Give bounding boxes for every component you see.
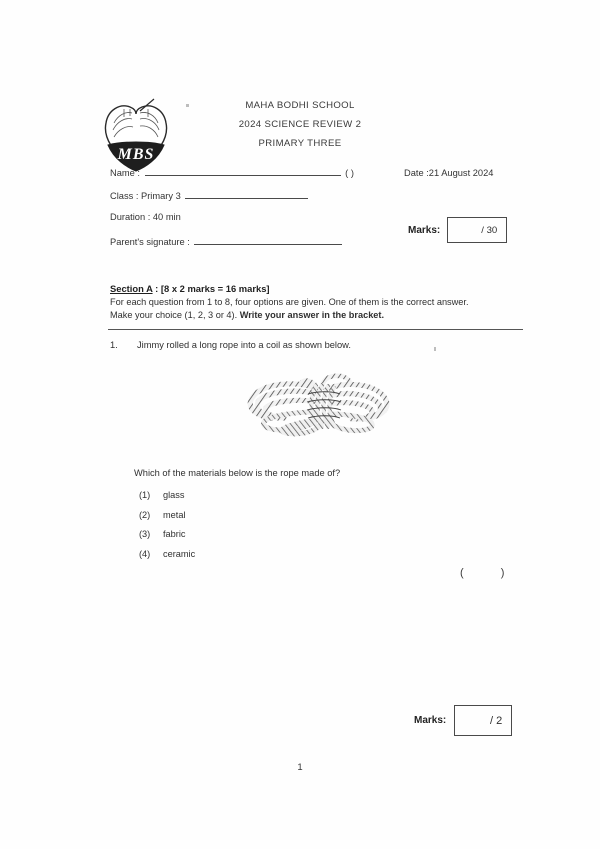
instruction-bold: Write your answer in the bracket. [239,309,385,320]
paper-title: 2024 SCIENCE REVIEW 2 [238,119,362,130]
option-row[interactable] [139,490,379,510]
scan-speck [434,347,436,351]
scan-speck [186,104,189,107]
option-row[interactable] [139,529,379,549]
name-bracket[interactable]: ( ) [345,168,354,178]
answer-bracket[interactable]: ( ) [460,567,522,579]
name-label: Name : [110,168,140,178]
total-marks-label: Marks: [408,224,441,236]
section-a-title-rest: : [8 x 2 marks = 16 marks] [152,283,270,294]
exam-date: Date :21 August 2024 [404,168,494,178]
page-number: 1 [297,762,303,773]
page-marks-box[interactable]: / 2 [454,705,512,736]
svg-text:MBS: MBS [117,146,155,163]
option-number: (3) [139,529,151,539]
option-number: (2) [139,509,151,520]
question-number: 1. [110,340,118,350]
option-label: metal [163,509,186,520]
question-prompt: Which of the materials below is the rope made of? [134,468,341,478]
class-input[interactable] [185,189,308,199]
section-a-instruction-line-2 [110,309,522,322]
class-label: Class : Primary 3 [110,191,181,201]
question-options-list [139,490,379,568]
section-a-title [110,283,522,294]
instruction-normal: Make your choice (1, 2, 3 or 4). [110,309,240,320]
option-label: fabric [163,529,186,539]
total-marks-box[interactable]: / 30 [447,217,507,243]
option-label: glass [163,490,185,500]
name-input[interactable] [145,166,341,176]
parent-signature-label: Parent's signature : [110,237,190,247]
document-header [0,96,600,153]
section-divider [108,329,523,330]
coiled-rope-image [238,372,398,440]
option-row[interactable] [139,549,379,569]
section-a-instruction-line-1: For each question from 1 to 8, four options are given. One of them is the correct answer. [110,297,469,307]
option-row[interactable] [139,510,379,530]
section-a-instructions [110,283,522,321]
option-number: (1) [139,490,151,500]
question-stem: Jimmy rolled a long rope into a coil as shown below. [137,340,351,350]
page-marks-group [414,705,512,736]
class-row [110,189,530,212]
school-name: MAHA BODHI SCHOOL [245,100,355,111]
duration-label: Duration : 40 min [110,212,181,222]
parent-signature-input[interactable] [194,235,342,245]
total-marks-group [408,217,507,243]
candidate-details-form [110,166,530,258]
paper-level: PRIMARY THREE [258,138,342,149]
option-number: (4) [139,548,151,559]
option-label: ceramic [163,548,196,559]
page-marks-label: Marks: [414,715,447,726]
section-a-title-underlined: Section A [110,283,153,294]
